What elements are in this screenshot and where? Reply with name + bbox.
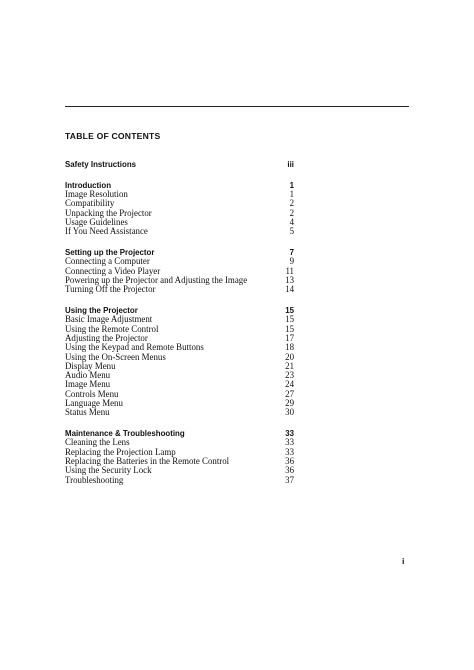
toc-list (65, 160, 294, 496)
toc-section-page: 15 (285, 306, 294, 316)
toc-entry-label: Using the Keypad and Remote Buttons (65, 342, 204, 353)
toc-entry-label: Unpacking the Projector (65, 207, 152, 218)
toc-entry[interactable] (65, 476, 294, 485)
toc-entry-label: Replacing the Projection Lamp (65, 446, 176, 457)
toc-entry-label: Basic Image Adjustment (65, 314, 153, 325)
toc-entry-page: 36 (285, 456, 294, 467)
toc-entry-label: Controls Menu (65, 388, 119, 399)
toc-entry-page: 20 (285, 351, 294, 362)
toc-section-title: Using the Projector (65, 306, 138, 316)
toc-entry-label: Status Menu (65, 407, 110, 418)
toc-section-page: 1 (289, 180, 294, 190)
toc-section (65, 160, 294, 169)
toc-entry-label: Connecting a Computer (65, 256, 150, 267)
toc-entry-label: Troubleshooting (65, 474, 124, 485)
toc-entry[interactable] (65, 285, 294, 294)
toc-section-heading[interactable] (65, 160, 294, 169)
toc-section-title: Maintenance & Troubleshooting (65, 429, 185, 439)
toc-entry-page: 23 (285, 370, 294, 381)
toc-entry-page: 13 (285, 274, 294, 285)
toc-entry-page: 4 (289, 216, 294, 227)
toc-section-page: 7 (289, 248, 294, 258)
toc-entry-page: 18 (285, 342, 294, 353)
toc-entry[interactable] (65, 227, 294, 236)
toc-heading: TABLE OF CONTENTS (65, 131, 161, 141)
toc-entry-label: Display Menu (65, 360, 116, 371)
toc-entry-page: 2 (289, 198, 294, 209)
toc-entry-label: Using the Security Lock (65, 465, 152, 476)
page-number: i (402, 556, 405, 566)
toc-entry[interactable] (65, 408, 294, 417)
toc-entry-page: 37 (285, 474, 294, 485)
toc-entry-page: 11 (285, 265, 294, 276)
toc-entry-page: 14 (285, 284, 294, 295)
toc-entry-page: 1 (289, 189, 294, 200)
toc-entry-page: 33 (285, 446, 294, 457)
toc-section-title: Safety Instructions (65, 160, 137, 169)
toc-section (65, 181, 294, 237)
toc-entry-page: 9 (289, 256, 294, 267)
toc-entry-label: Audio Menu (65, 370, 111, 381)
toc-entry-page: 15 (285, 314, 294, 325)
toc-entry-page: 17 (285, 332, 294, 343)
toc-entry-label: Adjusting the Projector (65, 332, 148, 343)
toc-entry-page: 33 (285, 437, 294, 448)
toc-entry-label: Cleaning the Lens (65, 437, 130, 448)
toc-entry-label: Image Resolution (65, 189, 128, 200)
toc-entry-label: Language Menu (65, 398, 123, 409)
toc-entry-page: 36 (285, 465, 294, 476)
toc-section (65, 248, 294, 294)
header-rule (65, 106, 409, 107)
toc-entry-page: 30 (285, 407, 294, 418)
toc-entry-page: 29 (285, 398, 294, 409)
toc-entry-label: Using the Remote Control (65, 323, 159, 334)
toc-entry-page: 2 (289, 207, 294, 218)
toc-entry-page: 24 (285, 379, 294, 390)
toc-section (65, 306, 294, 418)
toc-entry-label: Usage Guidelines (65, 216, 128, 227)
toc-entry-label: Connecting a Video Player (65, 265, 161, 276)
toc-entry-page: 21 (285, 360, 294, 371)
toc-entry-label: Replacing the Batteries in the Remote Control (65, 456, 230, 467)
toc-section-page: 33 (285, 429, 294, 439)
toc-entry-page: 5 (289, 226, 294, 237)
toc-section (65, 429, 294, 485)
toc-section-title: Setting up the Projector (65, 248, 155, 258)
toc-section-title: Introduction (65, 180, 112, 190)
toc-entry-label: Using the On-Screen Menus (65, 351, 166, 362)
toc-entry-label: If You Need Assistance (65, 226, 148, 237)
toc-entry-label: Turning Off the Projector (65, 284, 156, 295)
toc-entry-page: 15 (285, 323, 294, 334)
toc-section-page: iii (287, 160, 294, 169)
toc-entry-label: Compatibility (65, 198, 115, 209)
toc-entry-label: Powering up the Projector and Adjusting the Image (65, 274, 248, 285)
toc-entry-page: 27 (285, 388, 294, 399)
toc-entry-label: Image Menu (65, 379, 111, 390)
